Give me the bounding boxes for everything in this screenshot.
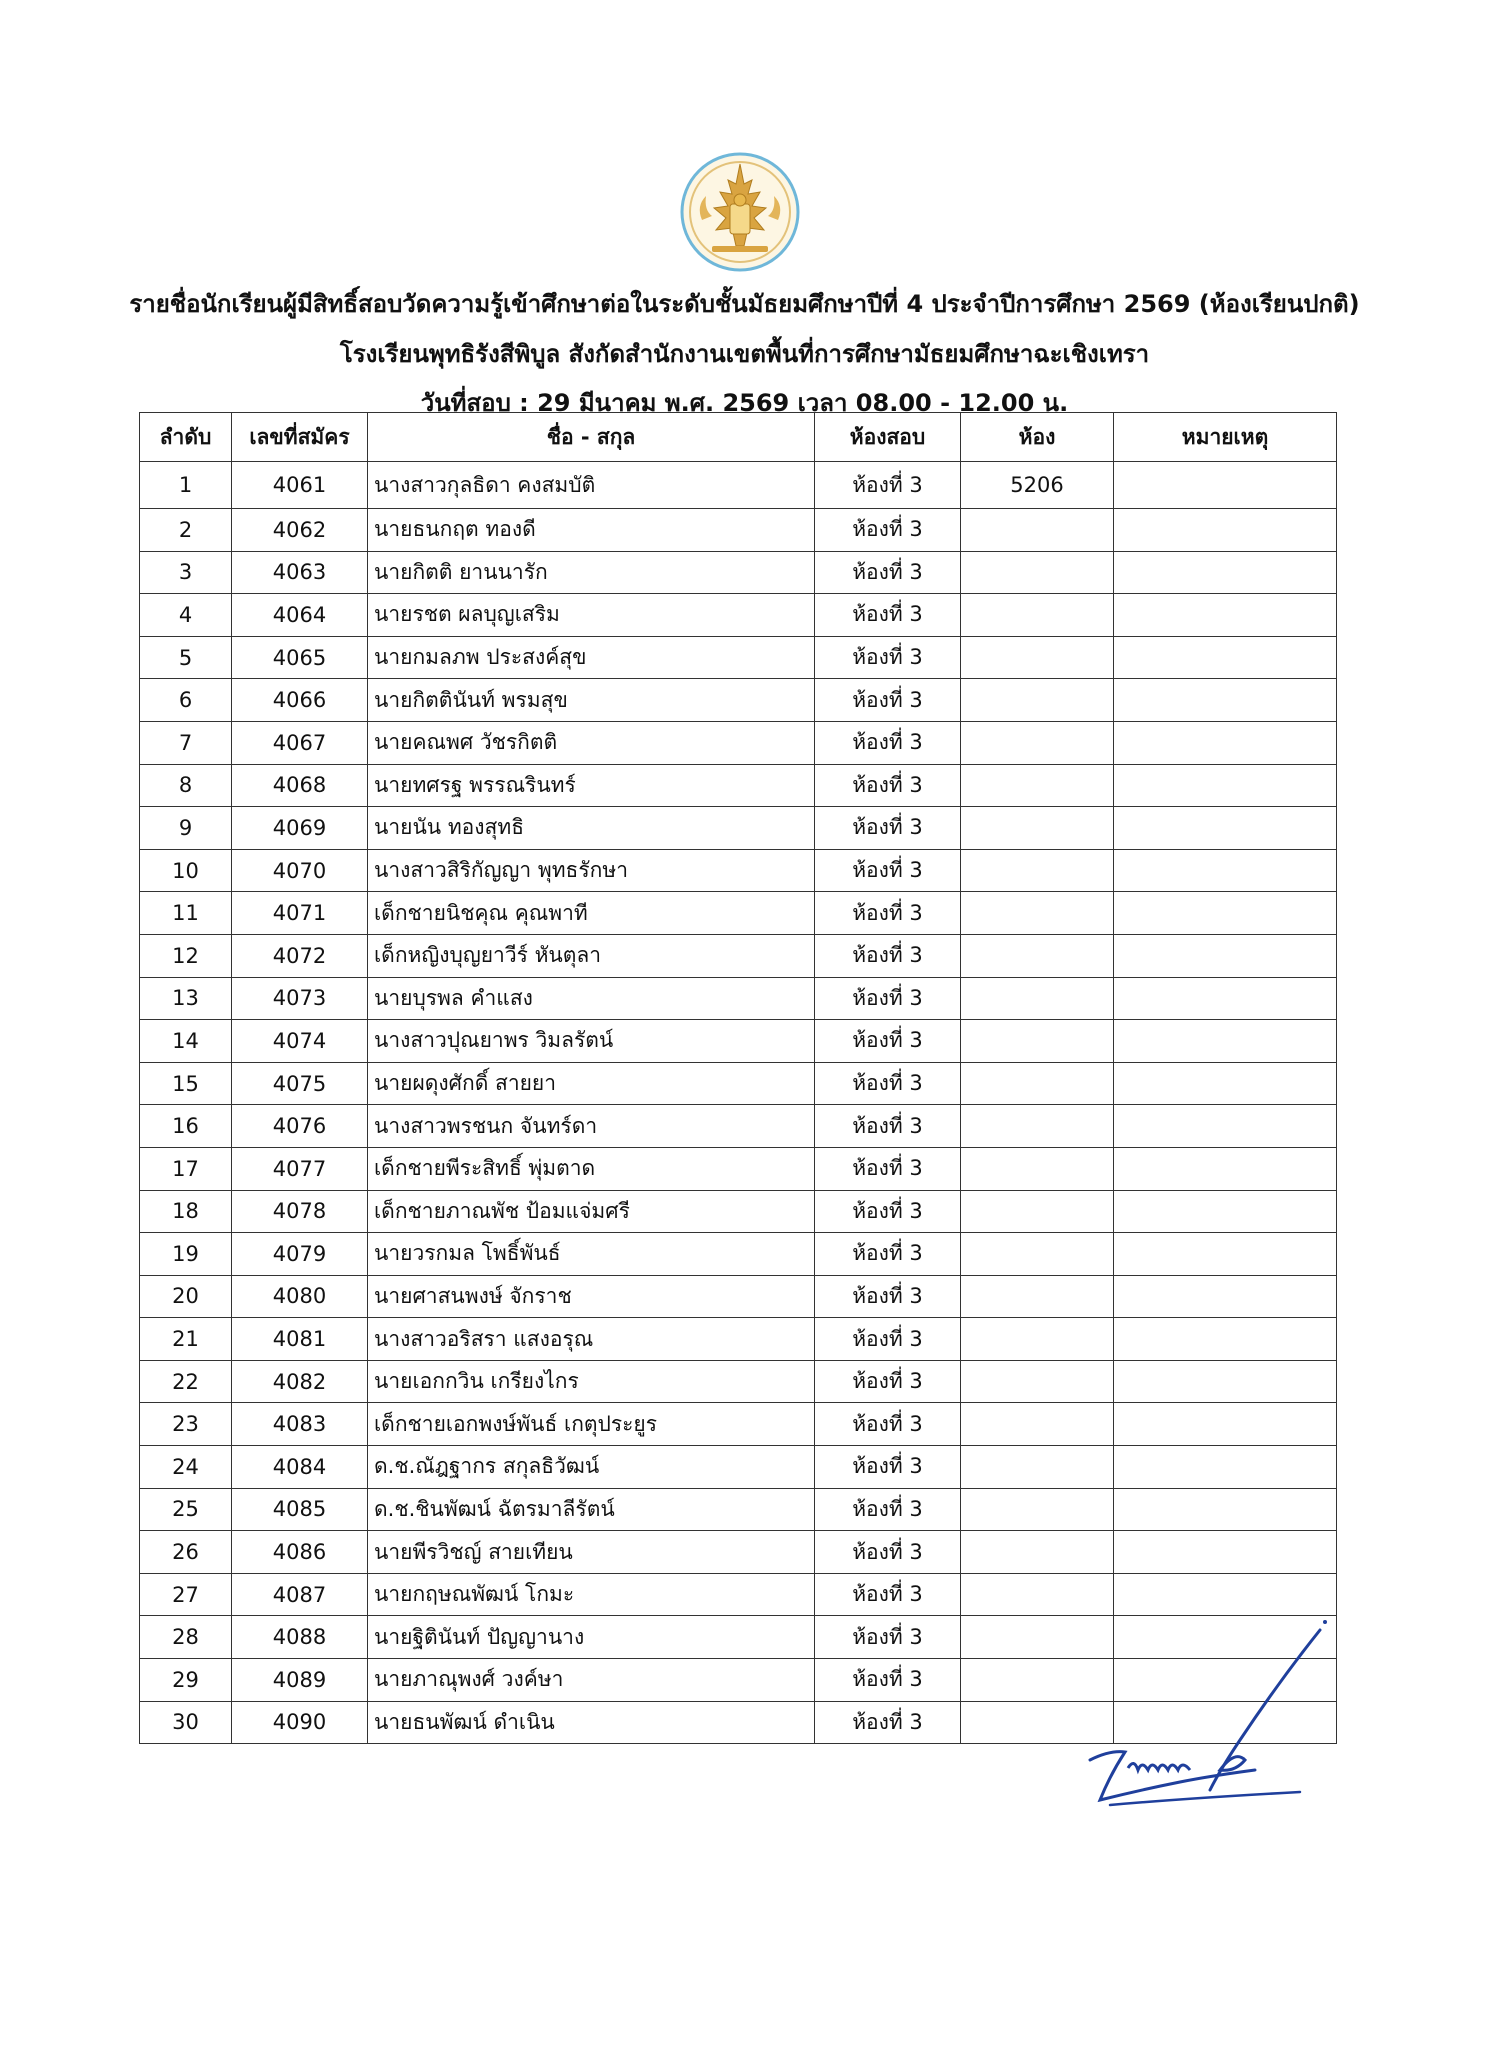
table-row [140, 1190, 1337, 1233]
application-id: 4081 [232, 1318, 368, 1361]
remarks [1114, 1275, 1337, 1318]
exam-room: ห้องที่ 3 [815, 1616, 961, 1659]
remarks [1114, 1403, 1337, 1446]
table-row [140, 551, 1337, 594]
remarks [1114, 509, 1337, 552]
row-number: 10 [140, 849, 232, 892]
room-number [961, 1403, 1114, 1446]
table-row [140, 1020, 1337, 1063]
table-row [140, 1233, 1337, 1276]
row-number: 19 [140, 1233, 232, 1276]
application-id: 4068 [232, 764, 368, 807]
remarks [1114, 1190, 1337, 1233]
remarks [1114, 1488, 1337, 1531]
table-row [140, 1403, 1337, 1446]
row-number: 7 [140, 721, 232, 764]
row-number: 16 [140, 1105, 232, 1148]
application-id: 4086 [232, 1531, 368, 1574]
room-number [961, 1488, 1114, 1531]
row-number: 13 [140, 977, 232, 1020]
student-name: นายธนกฤต ทองดี [368, 509, 815, 552]
application-id: 4089 [232, 1659, 368, 1702]
row-number: 4 [140, 594, 232, 637]
row-number: 12 [140, 934, 232, 977]
row-number: 27 [140, 1573, 232, 1616]
room-number [961, 1275, 1114, 1318]
room-number [961, 1062, 1114, 1105]
application-id: 4085 [232, 1488, 368, 1531]
remarks [1114, 892, 1337, 935]
application-id: 4074 [232, 1020, 368, 1063]
exam-date: วันที่สอบ : 29 มีนาคม พ.ศ. 2569 เวลา 08.00 - 12.00 น. [420, 389, 1069, 417]
table-row [140, 892, 1337, 935]
exam-room: ห้องที่ 3 [815, 807, 961, 850]
exam-room: ห้องที่ 3 [815, 1233, 961, 1276]
exam-room: ห้องที่ 3 [815, 1446, 961, 1489]
exam-room: ห้องที่ 3 [815, 1488, 961, 1531]
table-body [140, 462, 1337, 1744]
student-name: เด็กชายเอกพงษ์พันธ์ เกตุประยูร [368, 1403, 815, 1446]
exam-room: ห้องที่ 3 [815, 977, 961, 1020]
student-name: นายกฤษณพัฒน์ โกมะ [368, 1573, 815, 1616]
header-exam-room: ห้องสอบ [815, 413, 961, 462]
student-name: นายวรกมล โพธิ์พันธ์ [368, 1233, 815, 1276]
header-no: ลำดับ [140, 413, 232, 462]
exam-room: ห้องที่ 3 [815, 1147, 961, 1190]
application-id: 4063 [232, 551, 368, 594]
application-id: 4078 [232, 1190, 368, 1233]
student-name: นายพีรวิชญ์ สายเทียน [368, 1531, 815, 1574]
exam-room: ห้องที่ 3 [815, 462, 961, 509]
exam-room: ห้องที่ 3 [815, 892, 961, 935]
remarks [1114, 1147, 1337, 1190]
student-name: นายผดุงศักดิ์ สายยา [368, 1062, 815, 1105]
student-name: นางสาวสิริกัญญา พุทธรักษา [368, 849, 815, 892]
student-name: นายกิตตินันท์ พรมสุข [368, 679, 815, 722]
row-number: 5 [140, 636, 232, 679]
student-name: นางสาวอริสรา แสงอรุณ [368, 1318, 815, 1361]
application-id: 4084 [232, 1446, 368, 1489]
row-number: 26 [140, 1531, 232, 1574]
row-number: 17 [140, 1147, 232, 1190]
remarks [1114, 1233, 1337, 1276]
table-row [140, 1318, 1337, 1361]
student-name: นายศาสนพงษ์ จักราช [368, 1275, 815, 1318]
row-number: 21 [140, 1318, 232, 1361]
student-name: นางสาวกุลธิดา คงสมบัติ [368, 462, 815, 509]
application-id: 4070 [232, 849, 368, 892]
room-number [961, 1360, 1114, 1403]
table-row [140, 807, 1337, 850]
table-row [140, 764, 1337, 807]
exam-room: ห้องที่ 3 [815, 636, 961, 679]
table-row [140, 849, 1337, 892]
room-number [961, 1147, 1114, 1190]
student-name: นางสาวปุณยาพร วิมลรัตน์ [368, 1020, 815, 1063]
remarks [1114, 679, 1337, 722]
row-number: 22 [140, 1360, 232, 1403]
application-id: 4065 [232, 636, 368, 679]
row-number: 24 [140, 1446, 232, 1489]
exam-room: ห้องที่ 3 [815, 1403, 961, 1446]
application-id: 4082 [232, 1360, 368, 1403]
room-number [961, 1446, 1114, 1489]
table-row [140, 934, 1337, 977]
remarks [1114, 849, 1337, 892]
exam-room: ห้องที่ 3 [815, 509, 961, 552]
row-number: 1 [140, 462, 232, 509]
remarks [1114, 807, 1337, 850]
student-roster-table [139, 412, 1337, 1744]
room-number [961, 977, 1114, 1020]
header-remarks: หมายเหตุ [1114, 413, 1337, 462]
remarks [1114, 721, 1337, 764]
room-number [961, 1020, 1114, 1063]
remarks [1114, 594, 1337, 637]
exam-room: ห้องที่ 3 [815, 721, 961, 764]
exam-room: ห้องที่ 3 [815, 849, 961, 892]
exam-room: ห้องที่ 3 [815, 594, 961, 637]
remarks [1114, 1062, 1337, 1105]
exam-room: ห้องที่ 3 [815, 1573, 961, 1616]
exam-room: ห้องที่ 3 [815, 1318, 961, 1361]
room-number [961, 807, 1114, 850]
table-row [140, 1062, 1337, 1105]
exam-room: ห้องที่ 3 [815, 1020, 961, 1063]
remarks [1114, 977, 1337, 1020]
school-name: โรงเรียนพุทธิรังสีพิบูล สังกัดสำนักงานเขตพื้นที่การศึกษามัธยมศึกษาฉะเชิงเทรา [339, 340, 1150, 368]
student-name: นายกิตติ ยานนารัก [368, 551, 815, 594]
table-row [140, 1147, 1337, 1190]
row-number: 30 [140, 1701, 232, 1744]
row-number: 29 [140, 1659, 232, 1702]
student-name: นายเอกกวิน เกรียงไกร [368, 1360, 815, 1403]
remarks [1114, 1318, 1337, 1361]
room-number: 5206 [961, 462, 1114, 509]
student-name: นายคณพศ วัชรกิตติ [368, 721, 815, 764]
room-number [961, 1233, 1114, 1276]
table-row [140, 594, 1337, 637]
application-id: 4088 [232, 1616, 368, 1659]
application-id: 4080 [232, 1275, 368, 1318]
row-number: 25 [140, 1488, 232, 1531]
student-name: นายรชต ผลบุญเสริม [368, 594, 815, 637]
table-row [140, 509, 1337, 552]
student-name: ด.ช.ชินพัฒน์ ฉัตรมาลีรัตน์ [368, 1488, 815, 1531]
row-number: 14 [140, 1020, 232, 1063]
application-id: 4077 [232, 1147, 368, 1190]
exam-room: ห้องที่ 3 [815, 1360, 961, 1403]
application-id: 4062 [232, 509, 368, 552]
room-number [961, 849, 1114, 892]
exam-room: ห้องที่ 3 [815, 1275, 961, 1318]
row-number: 3 [140, 551, 232, 594]
student-name: เด็กหญิงบุญยาวีร์ หันตุลา [368, 934, 815, 977]
row-number: 20 [140, 1275, 232, 1318]
application-id: 4073 [232, 977, 368, 1020]
student-name: นางสาวพรชนก จันทร์ดา [368, 1105, 815, 1148]
remarks [1114, 1531, 1337, 1574]
exam-room: ห้องที่ 3 [815, 679, 961, 722]
remarks [1114, 1105, 1337, 1148]
student-name: นายธนพัฒน์ ดำเนิน [368, 1701, 815, 1744]
remarks [1114, 636, 1337, 679]
room-number [961, 1531, 1114, 1574]
exam-room: ห้องที่ 3 [815, 1659, 961, 1702]
table-row [140, 679, 1337, 722]
header-application-id: เลขที่สมัคร [232, 413, 368, 462]
application-id: 4083 [232, 1403, 368, 1446]
room-number [961, 551, 1114, 594]
room-number [961, 764, 1114, 807]
room-number [961, 509, 1114, 552]
exam-room: ห้องที่ 3 [815, 934, 961, 977]
table-row [140, 462, 1337, 509]
remarks [1114, 1360, 1337, 1403]
table-row [140, 1360, 1337, 1403]
remarks [1114, 934, 1337, 977]
room-number [961, 594, 1114, 637]
room-number [961, 892, 1114, 935]
application-id: 4079 [232, 1233, 368, 1276]
table-row [140, 636, 1337, 679]
table-row [140, 721, 1337, 764]
room-number [961, 1318, 1114, 1361]
table-row [140, 1275, 1337, 1318]
application-id: 4087 [232, 1573, 368, 1616]
row-number: 23 [140, 1403, 232, 1446]
remarks [1114, 551, 1337, 594]
application-id: 4067 [232, 721, 368, 764]
header-room: ห้อง [961, 413, 1114, 462]
student-name: นายบุรพล คำแสง [368, 977, 815, 1020]
application-id: 4066 [232, 679, 368, 722]
application-id: 4072 [232, 934, 368, 977]
row-number: 28 [140, 1616, 232, 1659]
room-number [961, 636, 1114, 679]
table-row [140, 1446, 1337, 1489]
exam-room: ห้องที่ 3 [815, 1190, 961, 1233]
table-row [140, 977, 1337, 1020]
room-number [961, 679, 1114, 722]
handwritten-signature-icon [1070, 1600, 1330, 1840]
exam-room: ห้องที่ 3 [815, 551, 961, 594]
exam-room: ห้องที่ 3 [815, 1105, 961, 1148]
document-title: รายชื่อนักเรียนผู้มีสิทธิ์สอบวัดความรู้เข้าศึกษาต่อในระดับชั้นมัธยมศึกษาปีที่ 4 ประจำปีการศึกษา 2569 (ห้องเรียนปกติ) [129, 290, 1360, 318]
exam-room: ห้องที่ 3 [815, 764, 961, 807]
room-number [961, 721, 1114, 764]
exam-room: ห้องที่ 3 [815, 1531, 961, 1574]
application-id: 4076 [232, 1105, 368, 1148]
table-row [140, 1488, 1337, 1531]
row-number: 2 [140, 509, 232, 552]
remarks [1114, 1446, 1337, 1489]
application-id: 4090 [232, 1701, 368, 1744]
row-number: 6 [140, 679, 232, 722]
room-number [961, 1105, 1114, 1148]
header-full-name: ชื่อ - สกุล [368, 413, 815, 462]
application-id: 4069 [232, 807, 368, 850]
application-id: 4075 [232, 1062, 368, 1105]
remarks [1114, 462, 1337, 509]
student-name: นายฐิตินันท์ ปัญญานาง [368, 1616, 815, 1659]
table-header-row [140, 413, 1337, 462]
application-id: 4064 [232, 594, 368, 637]
student-name: นายทศรฐ พรรณรินทร์ [368, 764, 815, 807]
student-name: ด.ช.ณัฎฐากร สกุลธิวัฒน์ [368, 1446, 815, 1489]
remarks [1114, 1020, 1337, 1063]
row-number: 9 [140, 807, 232, 850]
row-number: 8 [140, 764, 232, 807]
application-id: 4061 [232, 462, 368, 509]
room-number [961, 1190, 1114, 1233]
application-id: 4071 [232, 892, 368, 935]
student-name: เด็กชายนิชคุณ คุณพาที [368, 892, 815, 935]
student-name: นายกมลภพ ประสงค์สุข [368, 636, 815, 679]
table-row [140, 1105, 1337, 1148]
remarks [1114, 764, 1337, 807]
row-number: 15 [140, 1062, 232, 1105]
room-number [961, 934, 1114, 977]
table-row [140, 1531, 1337, 1574]
exam-room: ห้องที่ 3 [815, 1062, 961, 1105]
student-name: นายนัน ทองสุทธิ [368, 807, 815, 850]
row-number: 11 [140, 892, 232, 935]
student-name: เด็กชายพีระสิทธิ์ พุ่มตาด [368, 1147, 815, 1190]
student-name: นายภาณุพงศ์ วงค์ษา [368, 1659, 815, 1702]
student-name: เด็กชายภาณพัช ป้อมแจ่มศรี [368, 1190, 815, 1233]
school-emblem-icon [678, 150, 802, 274]
exam-room: ห้องที่ 3 [815, 1701, 961, 1744]
row-number: 18 [140, 1190, 232, 1233]
